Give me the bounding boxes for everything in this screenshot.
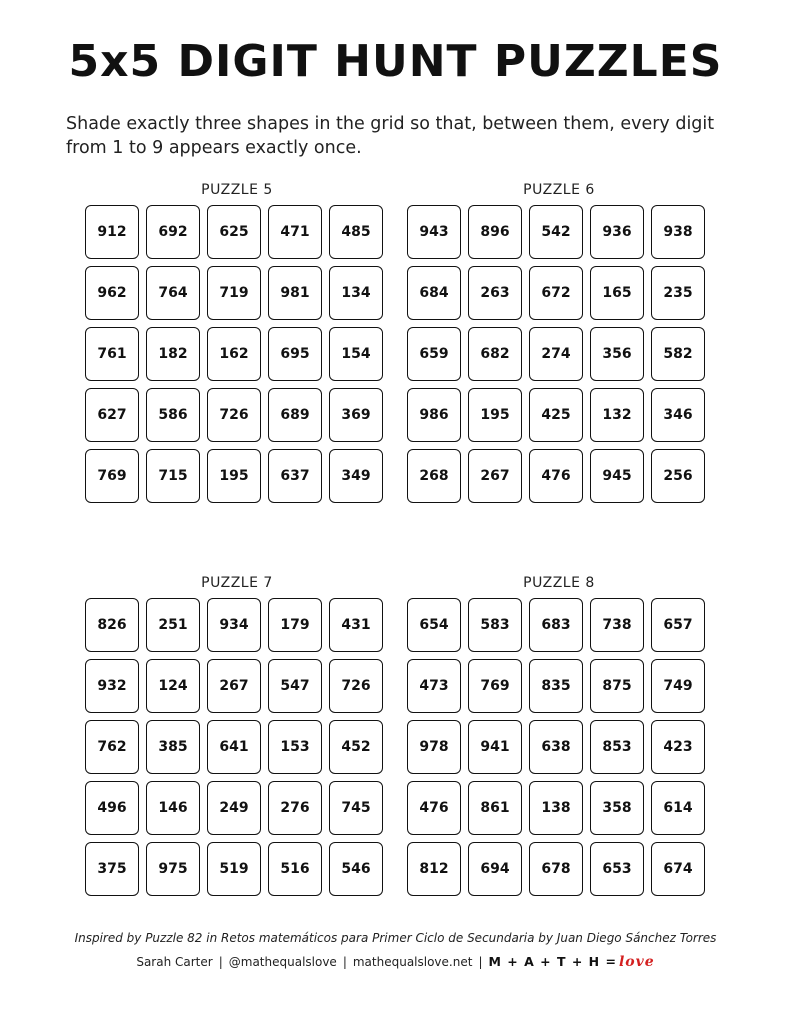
puzzle-cell[interactable]: 978 bbox=[407, 720, 461, 774]
puzzle-cell[interactable]: 249 bbox=[207, 781, 261, 835]
logo-text: M + A + T + H = bbox=[488, 954, 617, 969]
puzzle-cell[interactable]: 749 bbox=[651, 659, 705, 713]
page-title: 5x5 DIGIT HUNT PUZZLES bbox=[68, 36, 723, 87]
puzzle-cell[interactable]: 936 bbox=[590, 205, 644, 259]
puzzle-cell[interactable]: 124 bbox=[146, 659, 200, 713]
puzzle-title: PUZZLE 5 bbox=[201, 182, 273, 198]
puzzle-cell[interactable]: 682 bbox=[468, 327, 522, 381]
puzzle-cell[interactable]: 519 bbox=[207, 842, 261, 896]
puzzle-cell[interactable]: 975 bbox=[146, 842, 200, 896]
puzzle-cell[interactable]: 695 bbox=[268, 327, 322, 381]
puzzle-cell[interactable]: 657 bbox=[651, 598, 705, 652]
puzzle-cell[interactable]: 853 bbox=[590, 720, 644, 774]
puzzle-cell[interactable]: 358 bbox=[590, 781, 644, 835]
puzzle-cell[interactable]: 182 bbox=[146, 327, 200, 381]
puzzle-cell[interactable]: 146 bbox=[146, 781, 200, 835]
puzzle-cell[interactable]: 154 bbox=[329, 327, 383, 381]
puzzle-grid bbox=[85, 598, 389, 896]
puzzle-cell[interactable]: 195 bbox=[468, 388, 522, 442]
puzzle-cell[interactable]: 356 bbox=[590, 327, 644, 381]
puzzle-cell[interactable]: 684 bbox=[407, 266, 461, 320]
puzzle-cell[interactable]: 981 bbox=[268, 266, 322, 320]
puzzle-cell[interactable]: 369 bbox=[329, 388, 383, 442]
puzzle-cell[interactable]: 962 bbox=[85, 266, 139, 320]
logo-love-word: love bbox=[618, 954, 655, 970]
puzzle-cell[interactable]: 659 bbox=[407, 327, 461, 381]
puzzle-cell[interactable]: 516 bbox=[268, 842, 322, 896]
puzzle-cell[interactable]: 715 bbox=[146, 449, 200, 503]
puzzle-cell[interactable]: 875 bbox=[590, 659, 644, 713]
puzzle-cell[interactable]: 582 bbox=[651, 327, 705, 381]
puzzle-cell[interactable]: 274 bbox=[529, 327, 583, 381]
social-handle[interactable]: @mathequalslove bbox=[228, 955, 337, 969]
puzzle-cell[interactable]: 943 bbox=[407, 205, 461, 259]
puzzle-cell[interactable]: 826 bbox=[85, 598, 139, 652]
puzzle-6 bbox=[407, 180, 711, 503]
puzzle-cell[interactable]: 251 bbox=[146, 598, 200, 652]
puzzle-cell[interactable]: 346 bbox=[651, 388, 705, 442]
math-love-logo bbox=[488, 954, 654, 970]
puzzle-cell[interactable]: 672 bbox=[529, 266, 583, 320]
puzzle-cell[interactable]: 932 bbox=[85, 659, 139, 713]
puzzle-cell[interactable]: 583 bbox=[468, 598, 522, 652]
puzzle-cell[interactable]: 165 bbox=[590, 266, 644, 320]
separator: | bbox=[478, 955, 483, 969]
puzzle-cell[interactable]: 764 bbox=[146, 266, 200, 320]
puzzle-cell[interactable]: 726 bbox=[329, 659, 383, 713]
puzzle-cell[interactable]: 912 bbox=[85, 205, 139, 259]
puzzle-cell[interactable]: 654 bbox=[407, 598, 461, 652]
puzzle-cell[interactable]: 761 bbox=[85, 327, 139, 381]
puzzle-cell[interactable]: 934 bbox=[207, 598, 261, 652]
puzzle-cell[interactable]: 138 bbox=[529, 781, 583, 835]
author-name: Sarah Carter bbox=[136, 955, 213, 969]
puzzle-cell[interactable]: 132 bbox=[590, 388, 644, 442]
puzzle-cell[interactable]: 256 bbox=[651, 449, 705, 503]
puzzle-title: PUZZLE 6 bbox=[523, 182, 595, 198]
puzzle-cell[interactable]: 179 bbox=[268, 598, 322, 652]
puzzle-cell[interactable]: 268 bbox=[407, 449, 461, 503]
puzzle-cell[interactable]: 638 bbox=[529, 720, 583, 774]
puzzle-cell[interactable]: 547 bbox=[268, 659, 322, 713]
puzzle-cell[interactable]: 452 bbox=[329, 720, 383, 774]
footer-line bbox=[0, 954, 791, 970]
puzzle-cell[interactable]: 653 bbox=[590, 842, 644, 896]
puzzle-cell[interactable]: 674 bbox=[651, 842, 705, 896]
puzzle-title: PUZZLE 7 bbox=[201, 575, 273, 591]
puzzle-cell[interactable]: 641 bbox=[207, 720, 261, 774]
puzzle-cell[interactable]: 267 bbox=[207, 659, 261, 713]
puzzle-cell[interactable]: 423 bbox=[651, 720, 705, 774]
puzzle-cell[interactable]: 473 bbox=[407, 659, 461, 713]
puzzle-cell[interactable]: 471 bbox=[268, 205, 322, 259]
puzzle-cell[interactable]: 945 bbox=[590, 449, 644, 503]
puzzle-cell[interactable]: 476 bbox=[529, 449, 583, 503]
puzzle-cell[interactable]: 276 bbox=[268, 781, 322, 835]
puzzle-grid bbox=[85, 205, 389, 503]
puzzle-cell[interactable]: 267 bbox=[468, 449, 522, 503]
puzzle-cell[interactable]: 425 bbox=[529, 388, 583, 442]
puzzle-cell[interactable]: 586 bbox=[146, 388, 200, 442]
puzzle-cell[interactable]: 476 bbox=[407, 781, 461, 835]
puzzle-cell[interactable]: 769 bbox=[85, 449, 139, 503]
puzzle-cell[interactable]: 546 bbox=[329, 842, 383, 896]
puzzle-cell[interactable]: 692 bbox=[146, 205, 200, 259]
puzzle-cell[interactable]: 719 bbox=[207, 266, 261, 320]
puzzle-cell[interactable]: 162 bbox=[207, 327, 261, 381]
puzzle-cell[interactable]: 678 bbox=[529, 842, 583, 896]
puzzle-cell[interactable]: 431 bbox=[329, 598, 383, 652]
puzzle-cell[interactable]: 762 bbox=[85, 720, 139, 774]
puzzle-cell[interactable]: 614 bbox=[651, 781, 705, 835]
puzzle-cell[interactable]: 938 bbox=[651, 205, 705, 259]
puzzle-cell[interactable]: 683 bbox=[529, 598, 583, 652]
website-link[interactable]: mathequalslove.net bbox=[352, 955, 473, 969]
puzzle-cell[interactable]: 485 bbox=[329, 205, 383, 259]
puzzle-cell[interactable]: 835 bbox=[529, 659, 583, 713]
puzzle-cell[interactable]: 745 bbox=[329, 781, 383, 835]
puzzle-cell[interactable]: 375 bbox=[85, 842, 139, 896]
puzzle-cell[interactable]: 861 bbox=[468, 781, 522, 835]
puzzle-cell[interactable]: 896 bbox=[468, 205, 522, 259]
puzzle-grid bbox=[407, 205, 711, 503]
puzzle-cell[interactable]: 941 bbox=[468, 720, 522, 774]
puzzle-cell[interactable]: 812 bbox=[407, 842, 461, 896]
puzzle-cell[interactable]: 385 bbox=[146, 720, 200, 774]
puzzle-cell[interactable]: 694 bbox=[468, 842, 522, 896]
puzzle-cell[interactable]: 263 bbox=[468, 266, 522, 320]
puzzle-cell[interactable]: 738 bbox=[590, 598, 644, 652]
puzzle-title: PUZZLE 8 bbox=[523, 575, 595, 591]
puzzle-grid bbox=[407, 598, 711, 896]
puzzle-cell[interactable]: 349 bbox=[329, 449, 383, 503]
puzzle-cell[interactable]: 986 bbox=[407, 388, 461, 442]
puzzle-cell[interactable]: 134 bbox=[329, 266, 383, 320]
puzzle-cell[interactable]: 235 bbox=[651, 266, 705, 320]
separator: | bbox=[218, 955, 223, 969]
puzzle-cell[interactable]: 637 bbox=[268, 449, 322, 503]
puzzle-5 bbox=[85, 180, 389, 503]
puzzle-cell[interactable]: 542 bbox=[529, 205, 583, 259]
puzzle-7 bbox=[85, 573, 389, 896]
puzzle-cell[interactable]: 496 bbox=[85, 781, 139, 835]
puzzle-cell[interactable]: 726 bbox=[207, 388, 261, 442]
footer-credit: Inspired by Puzzle 82 in Retos matemáticos para Primer Ciclo de Secundaria by Juan Diego Sánchez Torres bbox=[74, 931, 717, 945]
puzzle-cell[interactable]: 153 bbox=[268, 720, 322, 774]
puzzle-cell[interactable]: 625 bbox=[207, 205, 261, 259]
puzzle-cell[interactable]: 689 bbox=[268, 388, 322, 442]
puzzle-8 bbox=[407, 573, 711, 896]
puzzle-cell[interactable]: 769 bbox=[468, 659, 522, 713]
puzzle-cell[interactable]: 627 bbox=[85, 388, 139, 442]
separator: | bbox=[342, 955, 347, 969]
instructions: Shade exactly three shapes in the grid so that, between them, every digit from 1 to 9 appears exactly once. bbox=[66, 114, 715, 158]
puzzle-cell[interactable]: 195 bbox=[207, 449, 261, 503]
